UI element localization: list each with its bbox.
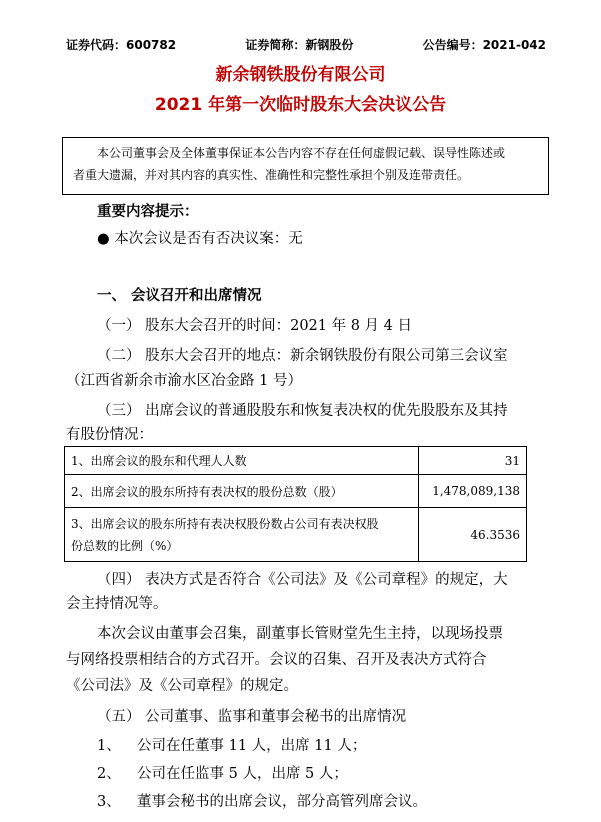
notice-number: 公告编号：2021-042 — [422, 38, 546, 52]
table-cell-label-line-2: 份总数的比例（%） — [71, 538, 179, 553]
table-row — [65, 447, 527, 475]
attendance-directors-heading: （五） 公司董事、监事和董事会秘书的出席情况 — [97, 709, 407, 725]
convening-line-1: 本次会议由董事会召集，副董事长管财堂先生主持，以现场投票 — [97, 626, 503, 642]
table-cell-value: 31 — [419, 447, 527, 475]
attendance-intro: （三） 出席会议的普通股股东和恢复表决权的优先股股东及其持 — [97, 403, 508, 419]
list-item — [97, 792, 427, 812]
disclaimer-line-1: 本公司董事会及全体董事保证本公告内容不存在任何虚假记载、误导性陈述或 — [97, 146, 506, 160]
convening-line-3: 《公司法》及《公司章程》的规定。 — [66, 678, 298, 694]
meeting-time: （一） 股东大会召开的时间：2021 年 8 月 4 日 — [97, 318, 413, 334]
list-item — [97, 736, 366, 756]
table-cell-value: 46.3536 — [419, 508, 527, 562]
list-text: 公司在任董事 11 人，出席 11 人； — [137, 738, 367, 754]
meeting-address: （江西省新余市渝水区冶金路 1 号） — [66, 373, 302, 389]
table-cell-label-line-1: 3、出席会议的股东所持有表决权股份数占公司有表决权股 — [71, 516, 379, 531]
document-title: 2021 年第一次临时股东大会决议公告 — [154, 95, 447, 115]
table-cell-label — [65, 508, 419, 562]
voting-method: （四） 表决方式是否符合《公司法》及《公司章程》的规定，大 — [97, 572, 508, 588]
table-row — [65, 508, 527, 562]
security-code: 证券代码：600782 — [66, 38, 177, 52]
bullet-icon: ● — [97, 231, 110, 247]
voting-method-cont: 会主持情况等。 — [66, 596, 168, 612]
document-header — [66, 36, 546, 53]
highlights-heading: 重要内容提示： — [97, 204, 199, 220]
section-heading: 一、 会议召开和出席情况 — [97, 288, 262, 304]
list-item — [97, 764, 348, 784]
list-number: 3、 — [97, 794, 121, 810]
list-text: 公司在任监事 5 人，出席 5 人； — [137, 766, 348, 782]
table-cell-value: 1,478,089,138 — [419, 475, 527, 508]
list-number: 2、 — [97, 766, 121, 782]
table-cell-label: 1、出席会议的股东和代理人人数 — [65, 447, 419, 475]
meeting-place: （二） 股东大会召开的地点：新余钢铁股份有限公司第三会议室 — [97, 348, 508, 364]
disclaimer-line-2: 者重大遗漏，并对其内容的真实性、准确性和完整性承担个别及连带责任。 — [73, 168, 470, 182]
highlight-item — [97, 229, 303, 249]
convening-line-2: 与网络投票相结合的方式召开。会议的召集、召开及表决方式符合 — [66, 652, 487, 668]
list-text: 董事会秘书的出席会议，部分高管列席会议。 — [137, 794, 427, 810]
table-row — [65, 475, 527, 508]
attendance-intro-cont: 有股份情况： — [66, 427, 153, 443]
highlight-text: 本次会议是否有否决议案：无 — [114, 231, 303, 247]
list-number: 1、 — [97, 738, 121, 754]
company-title: 新余钢铁股份有限公司 — [215, 65, 386, 85]
table-cell-label: 2、出席会议的股东所持有表决权的股份总数（股） — [65, 475, 419, 508]
disclaimer-box — [62, 137, 549, 195]
security-short-name: 证券简称：新钢股份 — [245, 38, 354, 52]
attendance-table — [64, 446, 527, 562]
